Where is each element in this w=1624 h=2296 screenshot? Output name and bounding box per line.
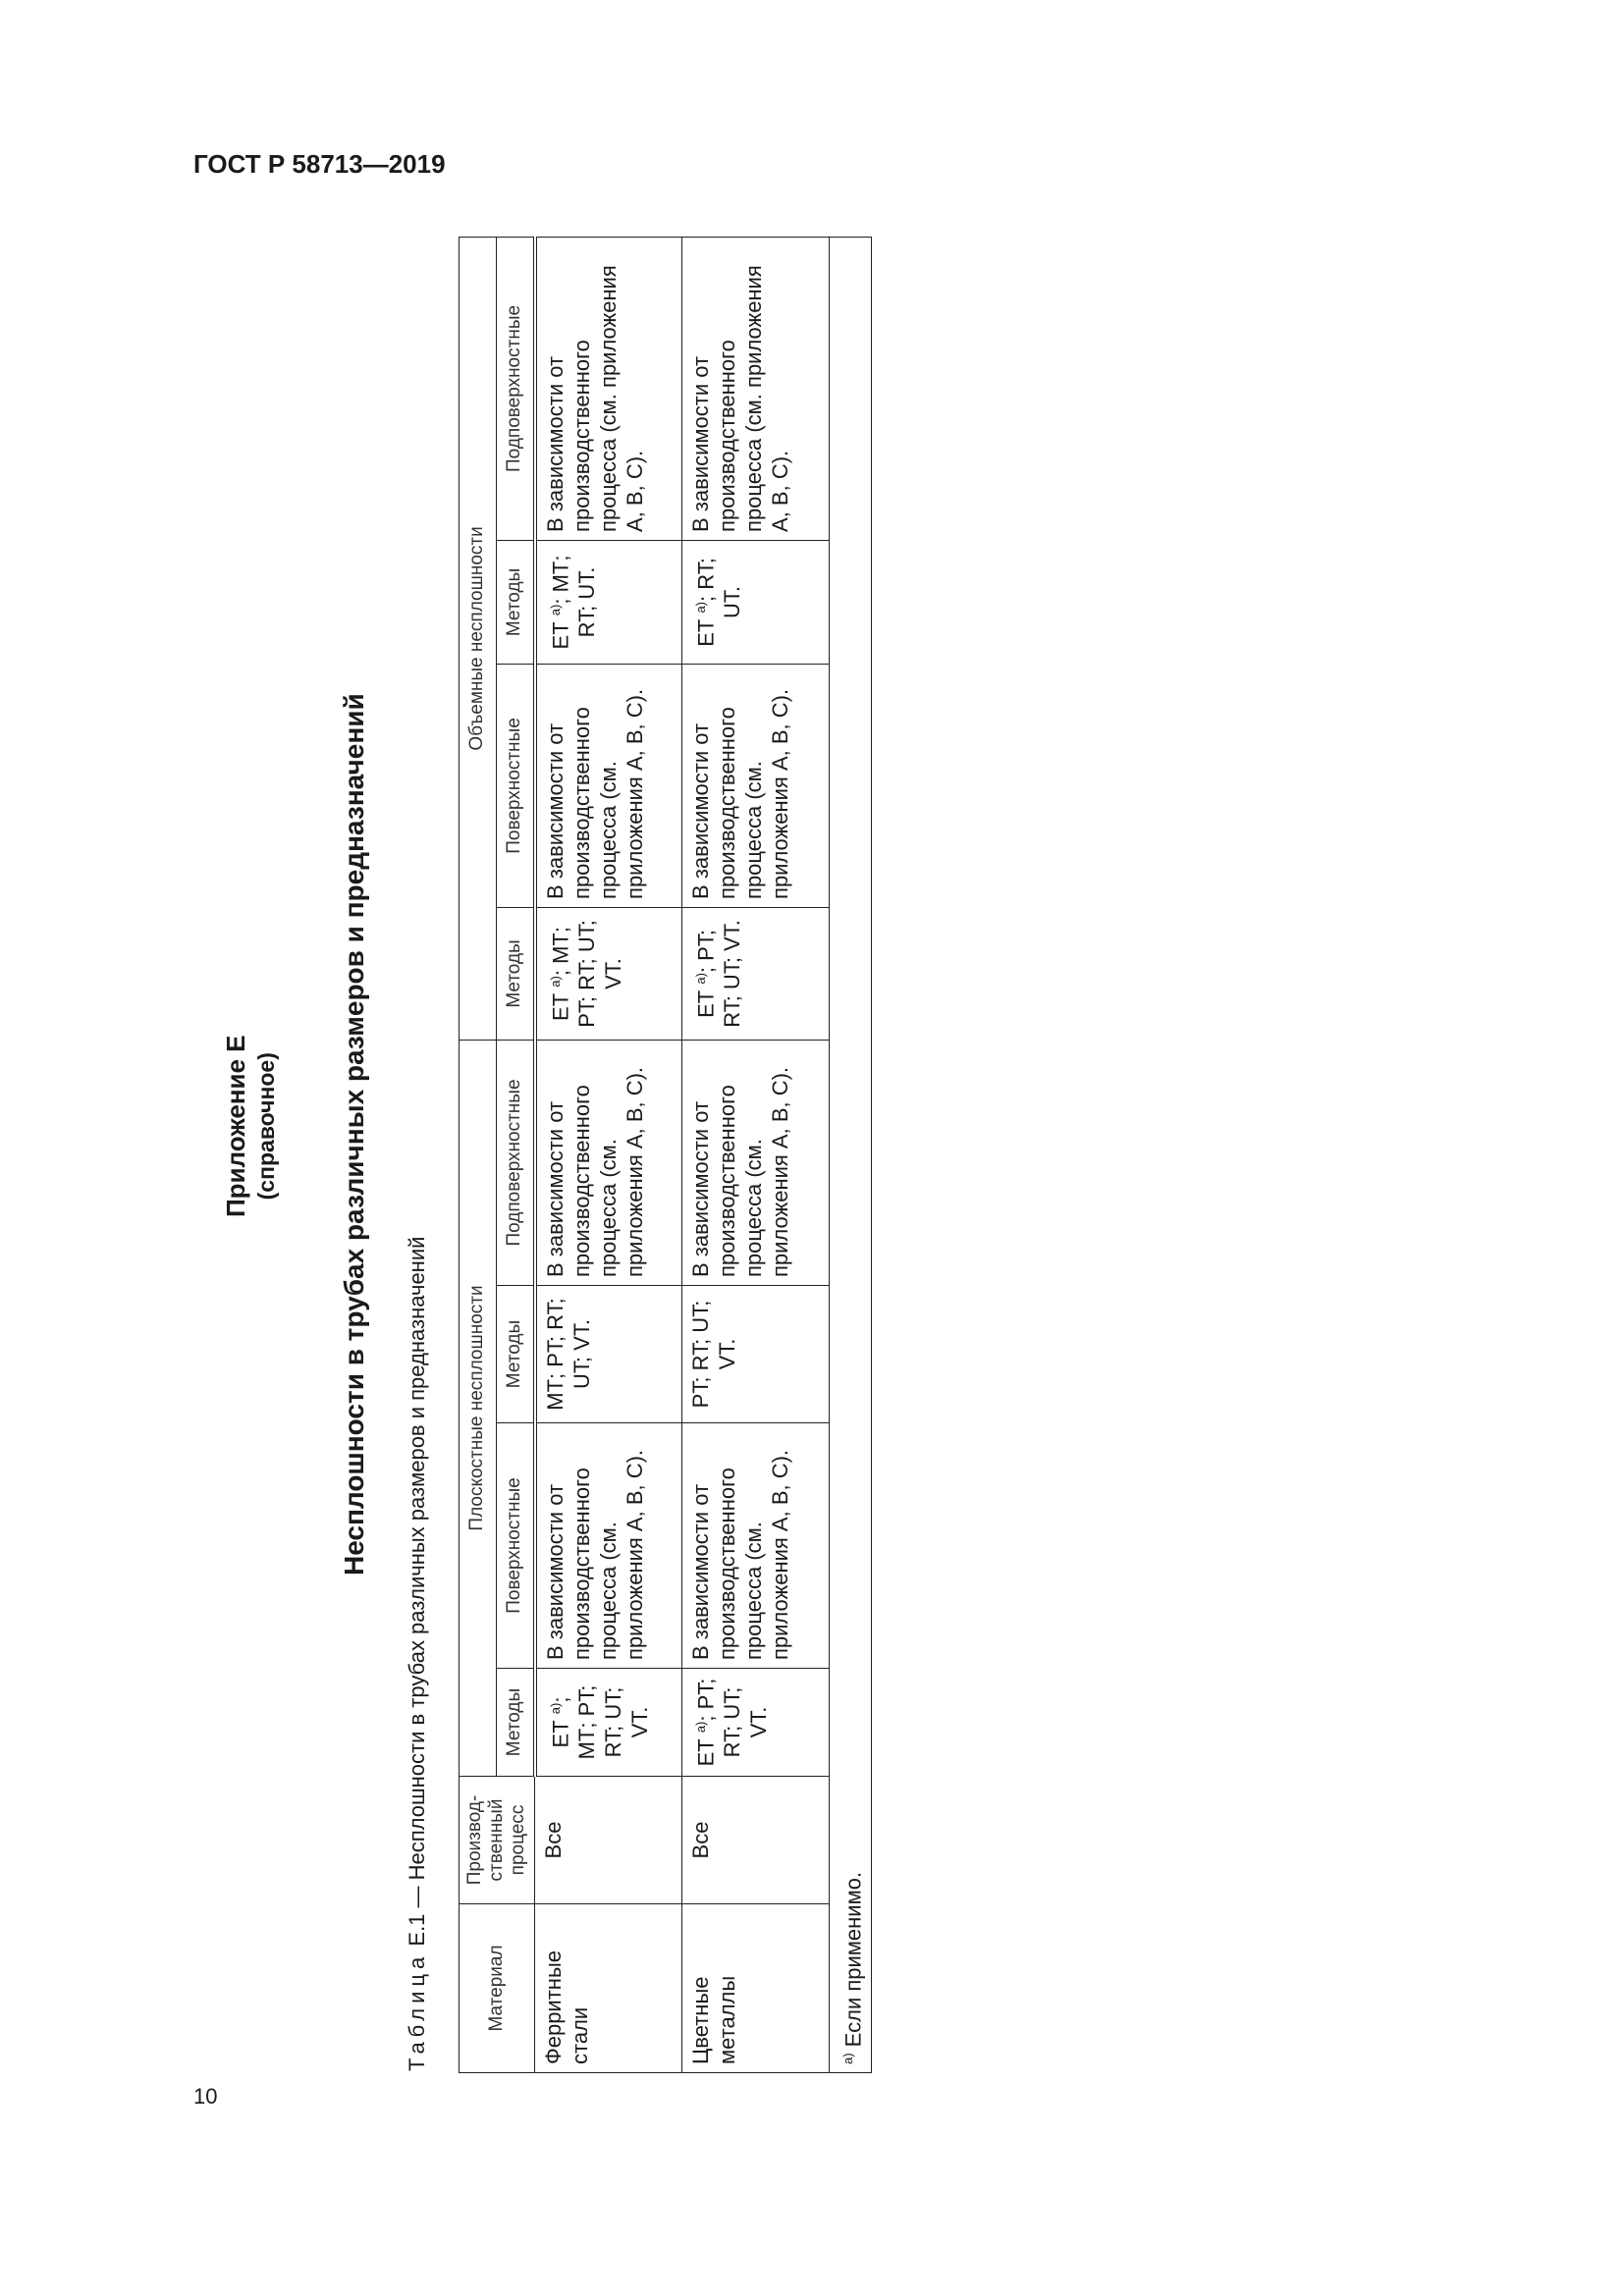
method-text: ЕТ — [547, 621, 572, 650]
discontinuity-table-container — [459, 238, 930, 2073]
header-process: Производственный процесс — [460, 1777, 535, 1904]
footnote-ref: а) — [547, 976, 563, 988]
header-surface: Поверхностные — [496, 1423, 534, 1669]
method-text: ЕТ — [693, 618, 719, 647]
header-methods: Методы — [496, 1669, 534, 1777]
method-text: ЕТ — [547, 1720, 572, 1748]
cell-methods: МТ; PT; RT; UT; VT. — [535, 1286, 682, 1423]
discontinuity-table — [459, 237, 872, 2073]
footnote-ref: а) — [693, 973, 708, 985]
method-text: ; PT; RT; UT; VT. — [693, 920, 745, 1028]
method-text: ЕТ — [693, 1738, 719, 1767]
cell-methods: PT; RT; UT; VT. — [682, 1286, 830, 1423]
cell-methods — [682, 907, 830, 1040]
table-caption-prefix: Таблица — [405, 1951, 429, 2071]
annex-subtitle: (справочное) — [253, 1052, 279, 1201]
cell-methods — [535, 907, 682, 1040]
method-text: ; МТ; PT; RT; UT; VT. — [547, 920, 625, 1028]
method-text: ; RT; UT. — [693, 558, 745, 618]
method-text: ; PT; RT; UT; VT. — [693, 1678, 772, 1758]
cell-material: Ферритные стали — [535, 1904, 682, 2073]
header-planar-group: Плоскостные несплошности — [460, 1040, 497, 1776]
table-caption — [405, 1237, 430, 2071]
annex-heading — [221, 1035, 282, 1217]
footnote-ref: а) — [693, 601, 708, 614]
cell-description: В зависимости от производственного процесса (см. приложения А, В, С). — [535, 1040, 682, 1285]
cell-methods — [682, 540, 830, 664]
cell-material: Цветные металлы — [682, 1904, 830, 2073]
cell-process: Все — [682, 1777, 830, 1904]
header-row-groups — [460, 237, 497, 2072]
table-row — [535, 237, 682, 2072]
cell-description: В зависимости от производственного процесса (см. приложения А, В, С). — [535, 1423, 682, 1669]
cell-description: В зависимости от производственного процесса (см. приложения А, В, С). — [682, 1423, 830, 1669]
header-subsurface: Подповерхностные — [496, 1040, 534, 1285]
page-number: 10 — [193, 2084, 218, 2109]
header-methods: Методы — [496, 540, 534, 664]
cell-description: В зависимости от производственного процесса (см. приложения А, В, С). — [535, 664, 682, 907]
standard-header: ГОСТ Р 58713—2019 — [193, 149, 446, 179]
cell-methods — [535, 540, 682, 664]
header-methods: Методы — [496, 907, 534, 1040]
table-caption-text: Е.1 — Несплошности в трубах различных размеров и предназначений — [405, 1236, 429, 1947]
cell-process: Все — [535, 1777, 682, 1904]
footnote-ref: а) — [547, 1702, 563, 1715]
method-text: ; МТ; RT; UT. — [547, 555, 599, 638]
document-title: Несплошности в трубах различных размеров и предназначений — [339, 693, 369, 1575]
footnote-ref: а) — [547, 604, 563, 616]
header-volumetric-group: Объемные несплошности — [460, 237, 497, 1040]
method-text: ; МТ; PT; RT; UT; VT. — [547, 1684, 652, 1760]
header-surface: Поверхностные — [496, 664, 534, 907]
table-row — [682, 237, 830, 2072]
footnote-row — [830, 237, 872, 2072]
cell-description: В зависимости от производственного процесса (см. приложения А, В, С). — [535, 237, 682, 540]
header-methods: Методы — [496, 1286, 534, 1423]
cell-description: В зависимости от производственного процесса (см. приложения А, В, С). — [682, 664, 830, 907]
cell-methods — [535, 1669, 682, 1777]
cell-methods — [682, 1669, 830, 1777]
cell-description: В зависимости от производственного процесса (см. приложения А, В, С). — [682, 1040, 830, 1285]
header-material: Материал — [460, 1904, 535, 2073]
footnote-text: Если применимо. — [840, 1871, 866, 2048]
footnote-marker: а) — [840, 2053, 855, 2064]
footnote-cell — [830, 237, 872, 2072]
footnote-ref: а) — [693, 1721, 708, 1734]
method-text: ЕТ — [693, 989, 719, 1018]
header-subsurface: Подповерхностные — [496, 237, 534, 540]
method-text: ЕТ — [547, 992, 572, 1021]
annex-title: Приложение Е — [221, 1035, 250, 1217]
cell-description: В зависимости от производственного процесса (см. приложения А, В, С). — [682, 237, 830, 540]
